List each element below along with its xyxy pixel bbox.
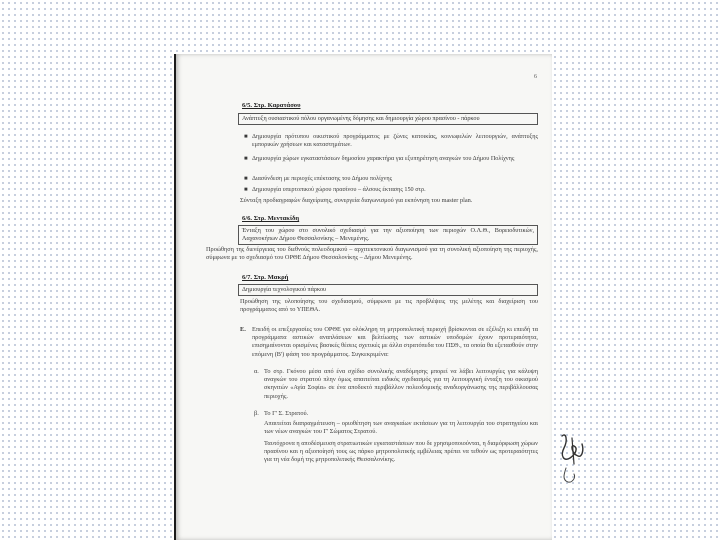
bullet-icon: ■ xyxy=(244,156,248,162)
section-e-label: Ε. xyxy=(240,326,246,333)
bullet-item xyxy=(244,175,538,183)
section-e-paragraph: Επειδή οι επεξεργασίες του ΟΡΘΕ για ολόκληρη τη μητροπολιτική περιοχή βρίσκονται σε εξέλιξη κι επειδή τα προγράμματα αστικών αναπλάσεων και βελτίωσης των αστικών υποδομών έχουν προτεραιότητα, επισημαίνονται ορισμένες βασικές θέσεις σχετικές με άλλα στρατόπεδα του ΠΣΘ., τα οποία θα εξετασθούν στην επόμενη (Β') φάση του προγράμματος. Συγκεκριμένα: xyxy=(252,326,538,358)
handwritten-signature-icon xyxy=(552,428,592,488)
item-a-label: α. xyxy=(254,368,259,375)
section-note-mentakidi: Προώθηση της διενέργειας του διεθνούς πολεοδομικού – αρχιτεκτονικού διαγωνισμού για τη συνολική αξιοποίηση της περιοχής, σύμφωνα με το σχεδιασμό του ΟΡΘΕ Δήμου Θεσσαλονίκης – Δήμου Μενεμένης. xyxy=(206,246,538,262)
bullet-text: Διασύνδεση με περιοχές επέκτασης του Δήμου πολίχνης xyxy=(252,175,393,182)
item-b-title: Το Γ' Σ. Στρατού. xyxy=(264,410,309,417)
bullet-item xyxy=(244,186,538,194)
item-b-label: β. xyxy=(254,410,259,417)
item-a-text: Το στρ. Γκόνου μέσα από ένα σχέδιο συνολικής αναδόμησης μπορεί να λάβει λειτουργίες για κάλυψη αναγκών του στρατού πλην όμως απαιτείται ειδικός σχεδιασμός για τη λειτουργική ένταξη του οικισμού σκηνιτών «Αγία Σοφία» σε ένα αποδεκτό περιβάλλον πολεοδομικής αναδιοργάνωσης της περιβάλλουσας περιοχής. xyxy=(264,368,538,400)
bullet-item xyxy=(244,133,538,149)
section-heading-mentakidi: 6/6. Στρ. Μεντακίδη xyxy=(242,215,300,222)
scanned-document-page xyxy=(174,54,552,540)
item-b-paragraph-2: Ταυτόχρονα η αποδέσμευση στρατιωτικών εγκαταστάσεων που δε χρησιμοποιούνται, η διαμόρφωση χώρων πρασίνου και η αξιοποίησή τους ως πάρκο μητροπολιτικής εμβέλειας πρέπει να τεθούν ως προτεραιότητες για τη νέα δομή της μητροπολιτικής Θεσσαλονίκης. xyxy=(264,440,538,464)
section-boxed-mentakidi: Ένταξη του χώρου στο συνολικό σχεδιασμό για την αξιοποίηση των περιοχών Ο.Λ.Θ., Βορειοδυτικών, Λαχανοκήπων Δήμου Θεσσαλονίκης – Μενεμένης. xyxy=(238,225,538,245)
bullet-icon: ■ xyxy=(244,176,248,182)
section-heading-makri: 6/7. Στρ. Μακρή xyxy=(242,274,289,281)
page-number: 6 xyxy=(534,74,537,80)
item-b-paragraph-1: Απαιτείται διαπραγμάτευση – οριοθέτηση των αναγκαίων εκτάσεων για τη λειτουργία του στρατηγείου και των νέων αναγκών του Γ' Σώματος Στρατού. xyxy=(264,420,538,436)
section-boxed-makri: Δημιουργία τεχνολογικού πάρκου xyxy=(238,284,538,296)
bullet-item xyxy=(244,155,538,163)
section-note-karatasou: Σύνταξη προδιαγραφών διαχείρισης, συνεργεία διαγωνισμού για εκπόνηση του master plan. xyxy=(240,197,473,204)
section-heading-karatasou: 6/5. Στρ. Καρατάσου xyxy=(242,102,301,109)
section-boxed-karatasou: Ανάπτυξη ουσιαστικού πόλου οργανωμένης δόμησης και δημιουργία χώρου πρασίνου - πάρκου xyxy=(238,113,538,125)
bullet-text: Δημιουργία χώρων εγκαταστάσεων δημοσίου χαρακτήρα για εξυπηρέτηση αναγκών του Δήμου Πολίχνης xyxy=(252,155,515,162)
bullet-text: Δημιουργία υπερτοπικού χώρου πρασίνου – άλσους έκτασης 150 στρ. xyxy=(252,186,426,193)
bullet-text: Δημιουργία πρότυπου οικιστικού προγράμματος με ζώνες κατοικίας, κοινωφελών λειτουργιών, ανάπτυξης εμπορικών χρήσεων και καταστημάτων. xyxy=(252,133,538,148)
bullet-icon: ■ xyxy=(244,187,248,193)
bullet-icon: ■ xyxy=(244,134,248,140)
section-note-makri: Προώθηση της υλοποίησης του σχεδιασμού, σύμφωνα με τις προβλέψεις της μελέτης και διαχείριση του προγράμματος από το ΥΠΕΘΑ. xyxy=(240,298,538,314)
